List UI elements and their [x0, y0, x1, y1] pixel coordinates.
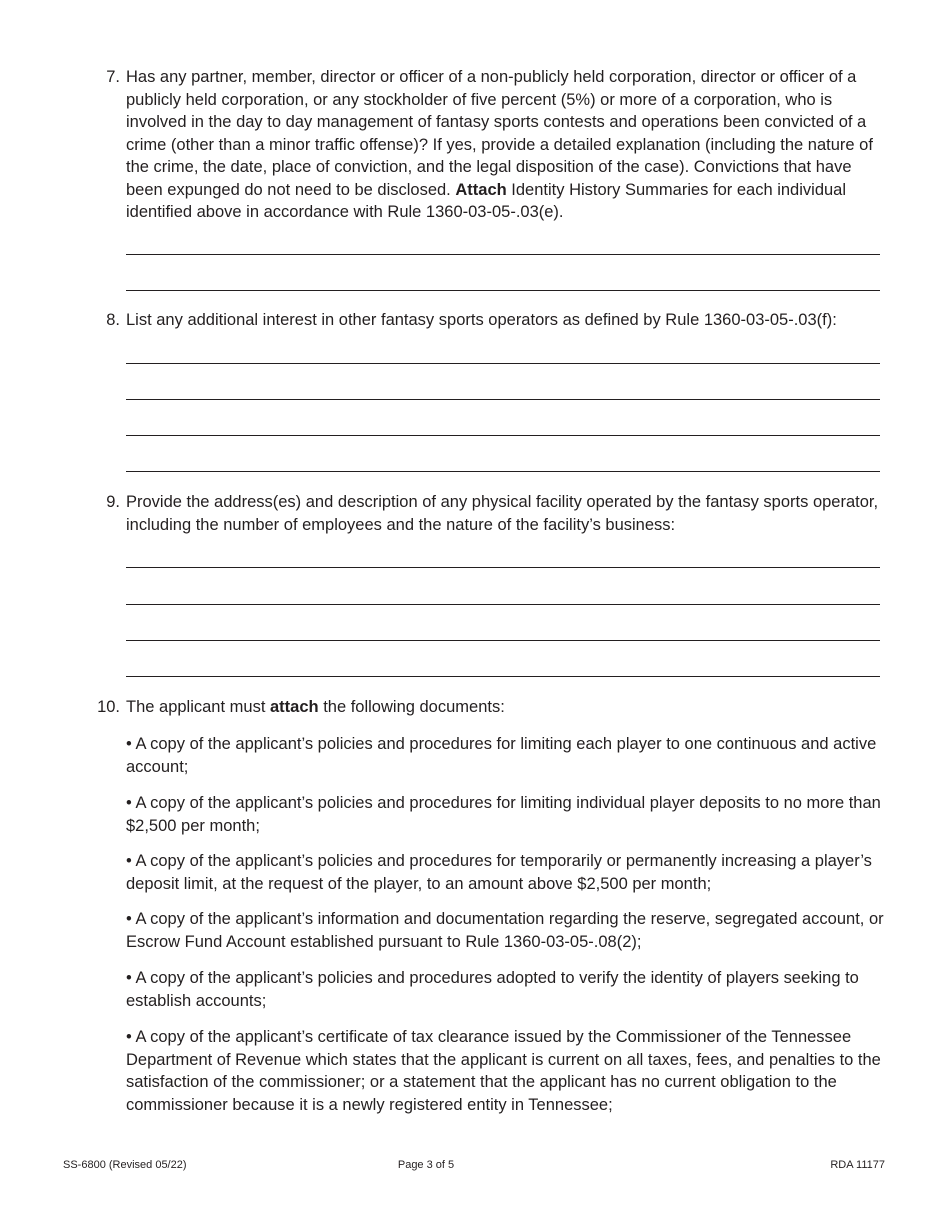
answer-line[interactable]	[126, 567, 880, 568]
answer-line[interactable]	[126, 604, 880, 605]
document-list-item: • A copy of the applicant’s policies and procedures for limiting each player to one continuous and active account;	[126, 735, 877, 776]
document-list-item: • A copy of the applicant’s certificate of tax clearance issued by the Commissioner of the Tennessee Department of Revenue which states that the applicant is current on all taxes, fees, and penalties to the satisfaction of the commissioner; or a statement that the applicant has no current obligation to the commissioner because it is a newly registered entity in Tennessee;	[126, 1028, 881, 1114]
question-text: Provide the address(es) and description of any physical facility operated by the fantasy sports operator, including the number of employees and the nature of the facility’s business:	[126, 493, 879, 534]
attach-emphasis: attach	[270, 698, 319, 716]
answer-line[interactable]	[126, 640, 880, 641]
rda-number: RDA 11177	[830, 1159, 885, 1171]
question-number: 10.	[97, 698, 120, 716]
question-text: The applicant must attach the following documents:	[126, 698, 505, 716]
answer-line[interactable]	[126, 363, 880, 364]
document-list-item: • A copy of the applicant’s information and documentation regarding the reserve, segregated account, or Escrow Fund Account established pursuant to Rule 1360-03-05-.08(2);	[126, 910, 884, 951]
document-list-item: • A copy of the applicant’s policies and procedures for temporarily or permanently increasing a player’s deposit limit, at the request of the player, to an amount above $2,500 per month;	[126, 852, 872, 893]
form-identifier: SS-6800 (Revised 05/22)	[63, 1159, 187, 1171]
document-list-item: • A copy of the applicant’s policies and procedures adopted to verify the identity of players seeking to establish accounts;	[126, 969, 859, 1010]
answer-line[interactable]	[126, 471, 880, 472]
attach-emphasis: Attach	[455, 180, 507, 199]
answer-line[interactable]	[126, 290, 880, 291]
question-number: 7.	[106, 68, 120, 86]
question-number: 9.	[106, 493, 120, 511]
question-text: Has any partner, member, director or officer of a non-publicly held corporation, director or officer of a publicly held corporation, or any stockholder of five percent (5%) or more of a corporation, who is involved in the day to day management of fantasy sports contests and operations been convicted of a crime (other than a minor traffic offense)? If yes, provide a detailed explanation (including the nature of the crime, the date, place of conviction, and the legal disposition of the case). Convictions that have been expunged do not need to be disclosed. Attach Identity History Summaries for each individual identified above in accordance with Rule 1360-03-05-.03(e).	[126, 68, 873, 221]
answer-line[interactable]	[126, 399, 880, 400]
document-list-item: • A copy of the applicant’s policies and procedures for limiting individual player deposits to no more than $2,500 per month;	[126, 794, 881, 835]
question-text: List any additional interest in other fantasy sports operators as defined by Rule 1360-03-05-.03(f):	[126, 311, 837, 329]
answer-line[interactable]	[126, 254, 880, 255]
page-number: Page 3 of 5	[397, 1159, 455, 1171]
answer-line[interactable]	[126, 676, 880, 677]
question-number: 8.	[106, 311, 120, 329]
answer-line[interactable]	[126, 435, 880, 436]
